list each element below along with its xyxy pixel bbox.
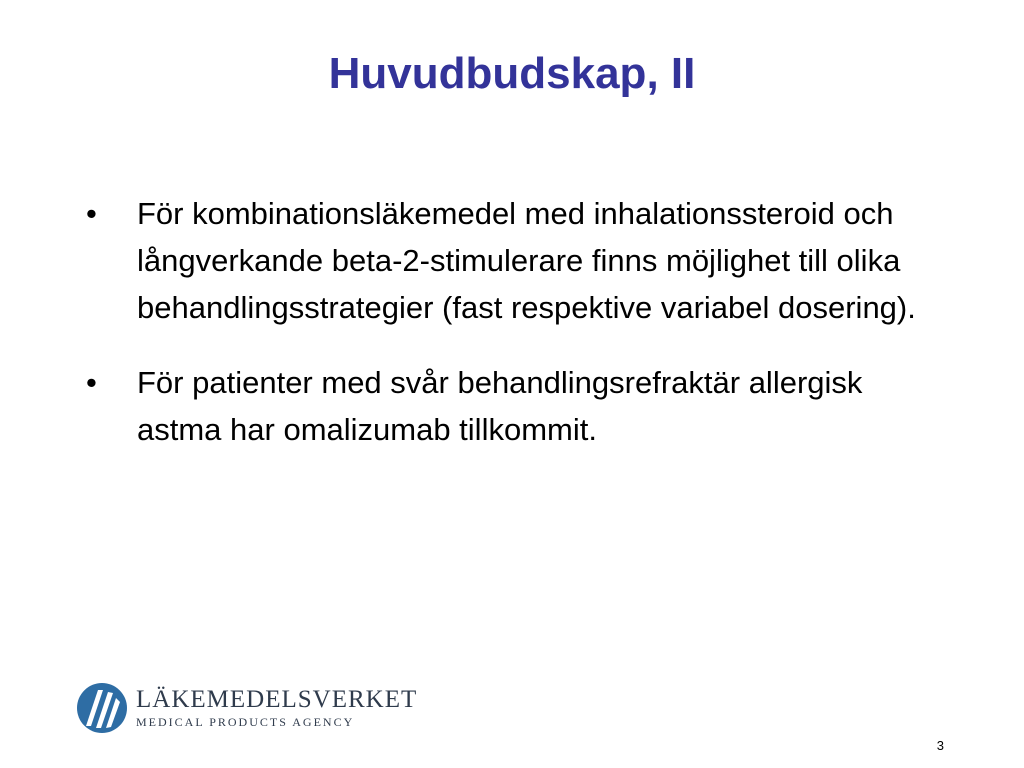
bullet-marker: • [86,196,97,231]
page-number: 3 [936,738,944,753]
bullet-list [0,190,1024,481]
bullet-item [0,359,927,453]
logo-subtitle: MEDICAL PRODUCTS AGENCY [136,715,355,729]
logo-name: LÄKEMEDELSVERKET [136,686,418,713]
lakemedelsverket-emblem-icon [76,682,128,734]
bullet-text: För patienter med svår behandlingsrefraktär allergisk astma har omalizumab tillkommit. [137,365,863,447]
logo-text [136,686,417,730]
logo [76,680,436,736]
bullet-item [0,190,927,331]
slide-title: Huvudbudskap, II [328,49,696,98]
bullet-marker: • [86,365,97,400]
bullet-text: För kombinationsläkemedel med inhalationssteroid och långverkande beta-2-stimulerare finns möjlighet till olika behandlingsstrategier (fast respektive variabel dosering). [137,196,916,325]
